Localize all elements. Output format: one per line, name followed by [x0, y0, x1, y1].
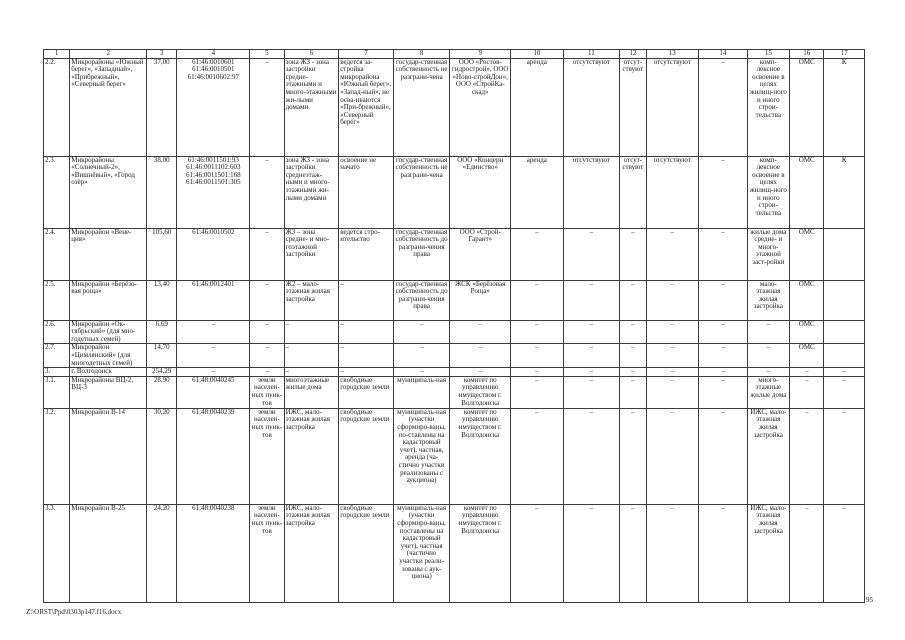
header-row — [44, 50, 865, 59]
table-cell: комитет по управлению имуществом г. Волгодонска — [450, 504, 511, 602]
table-cell: – — [250, 320, 284, 344]
table-cell: – — [450, 344, 511, 368]
table-cell: К — [824, 58, 865, 156]
table-cell: – — [250, 228, 284, 280]
table-cell: – — [620, 280, 646, 320]
table-cell: Микрорайон В-14 — [70, 408, 147, 504]
table-cell: – — [620, 228, 646, 280]
table-cell: много-этажные жилые дома — [747, 376, 789, 408]
table-cell: – — [646, 368, 699, 377]
table-cell: – — [563, 344, 620, 368]
table-row — [44, 320, 865, 344]
table-cell: – — [790, 376, 824, 408]
table-body — [44, 50, 865, 603]
table-cell — [824, 320, 865, 344]
table-cell: – — [699, 376, 748, 408]
table-cell: аренда — [511, 156, 564, 228]
table-cell: ООО «Концерн «Единство» — [450, 156, 511, 228]
table-cell: ИЖС, мало-этажная жилая застройка — [747, 408, 789, 504]
table-cell: мало-этажная жилая застройка — [747, 280, 789, 320]
table-cell: 3.3. — [44, 504, 70, 602]
table-row — [44, 280, 865, 320]
table-cell: государ-ственная собственность до разграни-чения права — [393, 228, 450, 280]
table-cell: – — [646, 280, 699, 320]
table-cell: 3. — [44, 368, 70, 377]
table-cell: ООО «Строй-Гарант» — [450, 228, 511, 280]
table-cell: – — [699, 228, 748, 280]
table-cell: ведется стро-ительство — [339, 228, 394, 280]
table-cell: 61:46:0012401 — [177, 280, 250, 320]
table-cell: Микрорайон «Цимлянский» (для многодетных семей) — [70, 344, 147, 368]
table-cell: – — [450, 320, 511, 344]
table-cell: – — [620, 504, 646, 602]
column-number: 16 — [790, 50, 824, 59]
column-number: 5 — [250, 50, 284, 59]
table-cell: 61:48:0040245 — [177, 376, 250, 408]
table-cell: – — [824, 408, 865, 504]
table-cell: – — [563, 228, 620, 280]
table-cell: – — [177, 344, 250, 368]
table-cell: – — [511, 228, 564, 280]
table-row — [44, 156, 865, 228]
table-cell: – — [620, 320, 646, 344]
table-cell: – — [620, 344, 646, 368]
table-cell: государ-ственная собственность до разграни-чения права — [393, 280, 450, 320]
column-number: 7 — [339, 50, 394, 59]
table-cell: Микрорайон «Берёзо-вая роща» — [70, 280, 147, 320]
table-row — [44, 228, 865, 280]
table-cell — [824, 280, 865, 320]
table-cell: Микрорайоны «Солнечный-2», «Вишнёвый», «Город озёр» — [70, 156, 147, 228]
table-cell: – — [450, 368, 511, 377]
table-cell: 61:46:0010601 61:46:0010501 61:46:0010602:97 — [177, 58, 250, 156]
table-cell: зона ЖЗ - зона застройки средне-этажными и много-этажными жи-лыми домами — [284, 58, 339, 156]
table-cell: государ-ственная собственность не разграни-чена — [393, 58, 450, 156]
column-number: 2 — [70, 50, 147, 59]
column-number: 12 — [620, 50, 646, 59]
table-cell: – — [824, 504, 865, 602]
table-cell: муниципаль-ная (участки сформиро-ваны, по-ставлены на кадастровый учет), частная, аренда (ча-стично участки реализованы с аукциона) — [393, 408, 450, 504]
table-cell: 61:48:0040239 — [177, 408, 250, 504]
table-cell: ОМС — [790, 228, 824, 280]
table-cell: отсут-ствуют — [620, 58, 646, 156]
column-number: 14 — [699, 50, 748, 59]
table-cell: комп-лексное освоение в целях жилищ-ного и иного строи-тельства — [747, 156, 789, 228]
table-cell: – — [339, 344, 394, 368]
table-cell: ОМС — [790, 320, 824, 344]
table-cell: 61:46:0011501:93 61:46:0011102:603 61:46:0011501:168 61:46:0011501:305 — [177, 156, 250, 228]
table-cell: – — [699, 58, 748, 156]
table-cell: – — [250, 156, 284, 228]
table-cell: – — [747, 368, 789, 377]
table-row — [44, 368, 865, 377]
column-number: 15 — [747, 50, 789, 59]
table-cell: – — [699, 344, 748, 368]
table-cell: 2.6. — [44, 320, 70, 344]
table-cell: ООО «Ростов-гидрострой», ООО «Ново-стройДон», ООО «СтройКа-скад» — [450, 58, 511, 156]
table-cell: г. Волгодонск — [70, 368, 147, 377]
table-cell: земли населен-ных пунк-тов — [251, 376, 283, 407]
table-cell: – — [563, 280, 620, 320]
table-cell — [824, 344, 865, 368]
table-cell: – — [177, 320, 250, 344]
table-cell: ОМС — [790, 156, 824, 228]
table-cell: – — [339, 368, 394, 377]
column-number: 8 — [393, 50, 450, 59]
table-cell: – — [339, 320, 394, 344]
table-cell: К — [824, 156, 865, 228]
table-cell — [824, 228, 865, 280]
table-cell: ОМС — [790, 344, 824, 368]
table-cell: – — [646, 408, 699, 504]
page-number: 95 — [866, 596, 873, 604]
land-register-table — [43, 49, 865, 603]
table-cell: 13,40 — [147, 280, 177, 320]
table-cell: – — [699, 368, 748, 377]
table-cell: – — [511, 368, 564, 377]
table-cell: освоение не начато — [339, 156, 394, 228]
table-cell: – — [646, 376, 699, 408]
table-cell: – — [250, 344, 284, 368]
table-cell: – — [747, 344, 789, 368]
table-cell: – — [511, 376, 564, 408]
table-cell: – — [511, 344, 564, 368]
table-row — [44, 408, 865, 504]
table-cell: 24,20 — [147, 504, 177, 602]
table-cell: Микрорайон В-25 — [70, 504, 147, 602]
table-cell: ОМС — [790, 280, 824, 320]
column-number: 9 — [450, 50, 511, 59]
table-cell: 6,69 — [147, 320, 177, 344]
table-cell: – — [699, 156, 748, 228]
table-cell: отсутствуют — [563, 58, 620, 156]
table-cell: 61:48:0040238 — [177, 504, 250, 602]
table-cell: ИЖС, мало-этажная жилая застройка — [747, 504, 789, 602]
table-cell: – — [250, 280, 284, 320]
table-cell: – — [563, 320, 620, 344]
table-cell: – — [284, 320, 339, 344]
table-cell: – — [511, 504, 564, 602]
table-cell: – — [790, 504, 824, 602]
table-cell: ИЖС, мало-этажная жилая застройка — [284, 504, 339, 602]
table-cell: 2.5. — [44, 280, 70, 320]
file-path-footer: Z:\ORST\Ppd\0303p147.f16.docx — [26, 608, 122, 616]
table-cell: – — [250, 368, 284, 377]
table-cell: отсутствуют — [646, 58, 699, 156]
table-cell: 2.3. — [44, 156, 70, 228]
table-cell: 30,20 — [147, 408, 177, 504]
table-cell: – — [393, 344, 450, 368]
table-cell: – — [646, 344, 699, 368]
table-cell: земли населен-ных пунк-тов — [250, 504, 284, 602]
column-number: 13 — [646, 50, 699, 59]
table-cell: – — [284, 368, 339, 377]
table-cell: государ-ственная собственность не разграни-чена — [393, 156, 450, 228]
table-cell: ЖЗ – зона средне- и мно-гоэтажной застройки — [284, 228, 339, 280]
table-cell: – — [790, 368, 824, 377]
table-cell: – — [250, 58, 284, 156]
table-cell: – — [790, 408, 824, 504]
table-cell: – — [699, 320, 748, 344]
table-cell: Ж2 – мало-этажная жилая застройка — [284, 280, 339, 320]
column-number: 6 — [284, 50, 339, 59]
table-cell: ИЖС, мало-этажная жилая застройка — [284, 408, 339, 504]
table-cell: – — [511, 408, 564, 504]
table-cell: 105,60 — [147, 228, 177, 280]
table-cell: – — [177, 368, 250, 377]
table-cell: – — [563, 368, 620, 377]
table-cell: – — [393, 368, 450, 377]
table-cell: свободные городские земли — [339, 376, 394, 408]
table-cell: – — [646, 228, 699, 280]
table-row — [44, 58, 865, 156]
table-cell: – — [699, 280, 748, 320]
table-cell: Микрорайоны «Южный берег», «Западный», «Прибрежный», «Северный берег» — [70, 58, 147, 156]
table-cell: комитет по управлению имуществом г. Волгодонска — [450, 376, 511, 408]
table-cell: свободные городские земли — [339, 408, 394, 504]
table-cell: ОМС — [790, 58, 824, 156]
table-row — [44, 376, 865, 408]
table-cell: – — [563, 504, 620, 602]
table-cell: – — [646, 504, 699, 602]
table-cell: – — [747, 320, 789, 344]
column-number: 3 — [147, 50, 177, 59]
table-cell: зона ЖЗ - зона застройки среднеэтаж-ными и много-этажными жи-лыми домами — [284, 156, 339, 228]
table-cell: – — [824, 376, 865, 408]
table-cell: – — [511, 320, 564, 344]
table-cell: 2.2. — [44, 58, 70, 156]
table-cell: – — [339, 280, 394, 320]
table-row — [44, 504, 865, 602]
table-cell: 3.2. — [44, 408, 70, 504]
column-number: 1 — [44, 50, 70, 59]
table-cell: 14,70 — [147, 344, 177, 368]
table-cell: 2.4. — [44, 228, 70, 280]
table-cell: – — [620, 368, 646, 377]
table-cell: 37,00 — [147, 58, 177, 156]
table-cell: отсут-ствуют — [620, 156, 646, 228]
table-cell: аренда — [511, 58, 564, 156]
table-cell: многоэтажные жилые дома — [284, 376, 339, 408]
table-cell: – — [620, 408, 646, 504]
table-cell: – — [563, 408, 620, 504]
table-cell: муниципаль-ная (участки сформиро-ваны, поставлены на кадастровый учет), частная (частично участки реали-зованы с аук-циона) — [393, 504, 450, 602]
table-cell: – — [284, 344, 339, 368]
table-cell: 3.1. — [44, 376, 70, 408]
table-cell: земли населен-ных пунк-тов — [250, 408, 284, 504]
table-cell: – — [393, 320, 450, 344]
table-cell: 254,29 — [147, 368, 177, 377]
table-cell: свободные городские земли — [339, 504, 394, 602]
column-number: 4 — [177, 50, 250, 59]
table-row — [44, 344, 865, 368]
column-number: 17 — [824, 50, 865, 59]
table-cell: – — [620, 376, 646, 408]
table-cell: – — [646, 320, 699, 344]
column-number: 11 — [563, 50, 620, 59]
table-cell: Микрорайон «Ок-тябрьский» (для мно-годетных семей) — [70, 320, 147, 344]
table-cell: – — [699, 408, 748, 504]
table-cell: 38,00 — [147, 156, 177, 228]
column-number: 10 — [511, 50, 564, 59]
table-cell: 61:46:0010502 — [177, 228, 250, 280]
table-cell: ведется за-стройка микрорайона «Южный берег», «Запад-ный», не осва-иваются «При-брежный», «Северный берег» — [339, 58, 394, 156]
table-cell: Микрорайон «Вене-ция» — [70, 228, 147, 280]
table-cell: Микрорайоны ВЦ-2, ВЦ-3 — [70, 376, 147, 408]
table-cell: муниципаль-ная — [393, 376, 450, 408]
table-cell: ЖСК «Берёзовая Роща» — [450, 280, 511, 320]
table-cell: 2.7. — [44, 344, 70, 368]
table-cell: – — [824, 368, 865, 377]
table-cell: комп-лексное освоение в целях жилищ-ного и иного строи-тельства — [747, 58, 789, 156]
table-cell: отсутствуют — [563, 156, 620, 228]
table-cell: 28,90 — [147, 376, 177, 408]
table-cell: – — [511, 280, 564, 320]
table-cell: – — [563, 376, 620, 408]
table-cell: отсутствуют — [646, 156, 699, 228]
table-cell: жилые дома средне- и много-этажной заст-ройки — [747, 228, 789, 280]
table-cell: – — [699, 504, 748, 602]
table-cell: комитет по управлению имуществом г. Волгодонска — [450, 408, 511, 504]
